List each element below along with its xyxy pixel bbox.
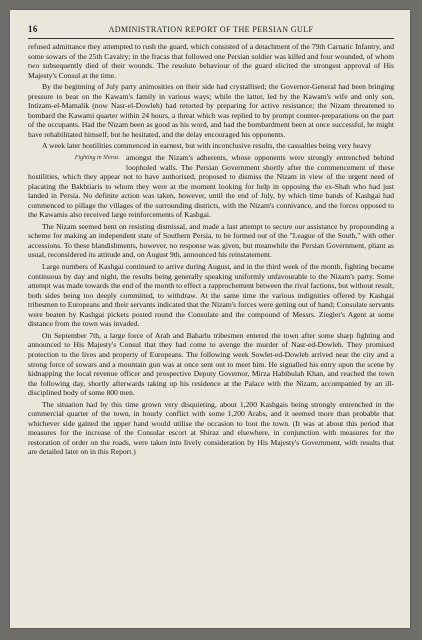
paragraph: A week later hostilities commenced in earnest, but with inconclusive results, the casualties being very heavy	[42, 141, 372, 151]
paragraph: On September 7th, a large force of Arab and Baharlu tribesmen entered the town after some sharp fighting and announced to His Majesty's Consul that they had come to avenge the murder of Nasr-ed-Dowleh. They promised protection to the lives and property of Europeans. The following week Sowlet-ed-Dowleh arrived near the city and a strong force of sowars and a mountain gun was at once sent out to meet him. He signalled his entry upon the scene by kidnapping the local revenue officer and prospective Deputy Governor, Mirza Habibulah Khan, and reached the town the following day, shortly afterwards taking up his residence at the Palace with the Nizam, accompanied by an ill-disciplined body of some 800 men.	[28, 330, 394, 398]
paragraph: Large numbers of Kashgai continued to arrive during August, and in the third week of the month, fighting became continuous by day and night, the results being generally speaking uniformly unfavourable to the Nizam's party. Some attempt was made towards the end of the month to effect a rapprochement between the rival factions, but without result, both sides being too deeply committed, to withdraw. At the same time the various indignities offered by Kashgai tribesmen to Europeans and their servants indicated that the Nizam's forces were getting out of hand; Consulate servants were beaten by Kashgai pickets posted round the Consulate and the compound of Messrs. Ziegler's Agent at some distance from the town was invaded.	[28, 262, 394, 329]
paragraph-with-sidenote	[28, 153, 394, 220]
running-title: ADMINISTRATION REPORT OF THE PERSIAN GULF	[108, 25, 314, 34]
paragraph: refused admittance they attempted to rush the guard, which consisted of a detachment of the 79th Carnatic Infantry, and some sowars of the 25th Cavalry; in the fracas that followed one Persian soldier was killed and four wounded, of whom two subsequently died of their wounds. The resolute behaviour of the guard elicited the strongest approval of His Majesty's Consul at the time.	[28, 42, 394, 80]
document-page	[10, 10, 410, 628]
paragraph: The Nizam seemed bent on resisting dismissal, and made a last attempt to secure our assistance by propounding a scheme for making an independent state of Southern Persia, to be formed out of the "League of the South," with other accessions. To these blandishments, however, no response was given, but meanwhile the Persian Government, pliant as usual, reconsidered its attitude and, on August 9th, announced his reinstatement.	[28, 221, 394, 260]
page-number: 16	[28, 24, 38, 34]
paragraph: By the beginning of July party animosities on their side had crystallised; the Governor-General had been bringing pressure to bear on the Kawam's family in various ways; while the latter, led by the Kawam's wife and only son, Intizam-el-Mamalik (now Nasr-el-Dowleh) had retorted by preparing for active resistance; the Nizam threatened to bombard the Kawami quarter within 24 hours, a threat which was replied to by prompt counter-preparations on the part of the occupants. Had the Nizam been as good as his word, and had the bombardment been at once successful, he might have rehabilitated himself, but he hesitated, and the delay encouraged his opponents.	[28, 82, 394, 139]
paragraph-text: amongst the Nizam's adherents, whose opponents were strongly entrenched behind loopholed walls. The Persian Government shortly after the commencement of these hostilities, which they appear not to have authorised, proposed to dismiss the Nizam in view of the urgent need of placating the Bakhtiaris to whom they were at the moment looking for help in opposing the ex-Shah who had just landed in Persia. No definite action was taken, however, until the end of July, by which time bands of Kashgai had commenced to pillage the villages of the surrounding districts, with the Nizam's connivance, and the forces opposed to the Kawamis also received large reinforcements of Kashgai.	[28, 153, 394, 220]
header-rule	[28, 38, 394, 39]
running-header	[28, 24, 394, 36]
report-body	[28, 42, 394, 457]
margin-note: Fighting in Shiraz.	[74, 155, 120, 162]
paragraph: The situation had by this time grown very disquieting, about 1,200 Kashgais being strongly entrenched in the commercial quarter of the town, in hourly conflict with some 1,200 Arabs, and it seemed more than probable that whichever side gained the upper hand would utilise the occasion to loot the town. (It was at about this period that measures for the increase of the Consular escort at Shiraz and elsewhere, in conjunction with measures for the restoration of order on the roads, were taken into lively consideration by His Majesty's Government, with results that are detailed later on in this Report.)	[28, 399, 394, 457]
